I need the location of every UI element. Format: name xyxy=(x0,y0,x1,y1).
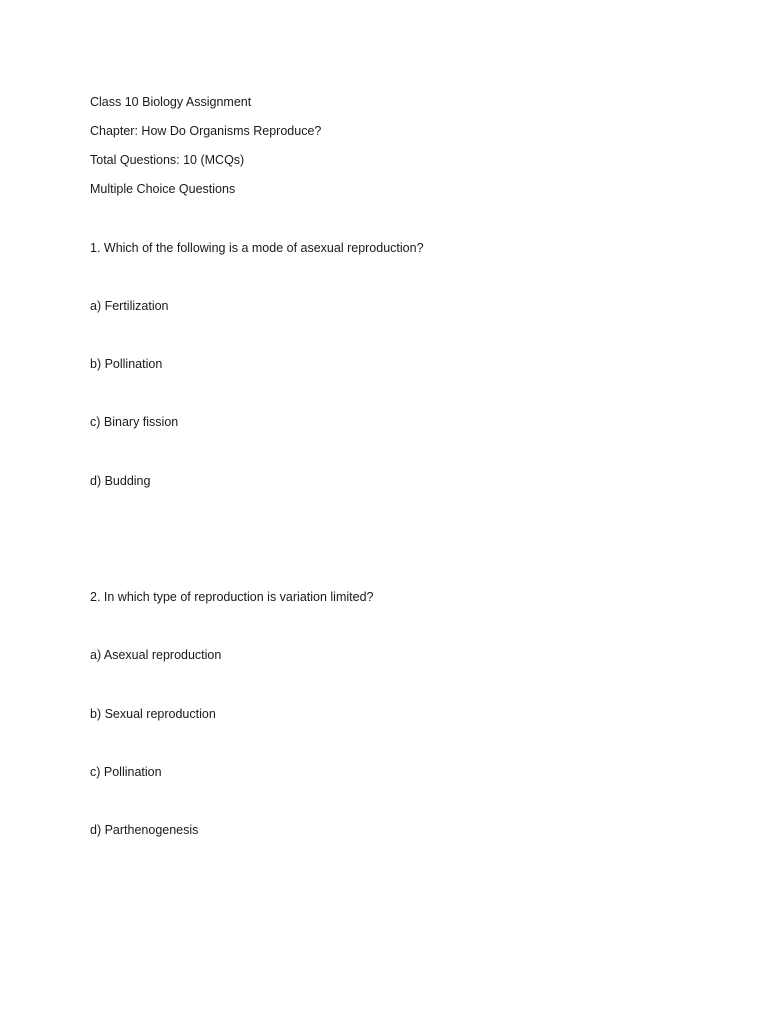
question-1-option-a: a) Fertilization xyxy=(90,299,169,313)
chapter-line: Chapter: How Do Organisms Reproduce? xyxy=(90,124,322,138)
assignment-title: Class 10 Biology Assignment xyxy=(90,95,252,109)
section-heading: Multiple Choice Questions xyxy=(90,182,236,196)
question-2-option-b: b) Sexual reproduction xyxy=(90,707,216,721)
question-1-option-c: c) Binary fission xyxy=(90,415,179,429)
question-2-option-a: a) Asexual reproduction xyxy=(90,648,222,662)
question-2-option-d: d) Parthenogenesis xyxy=(90,823,199,837)
question-1-text: 1. Which of the following is a mode of asexual reproduction? xyxy=(90,241,424,255)
question-2-text: 2. In which type of reproduction is variation limited? xyxy=(90,590,374,604)
total-questions-line: Total Questions: 10 (MCQs) xyxy=(90,153,245,167)
question-1-option-d: d) Budding xyxy=(90,474,151,488)
question-1-option-b: b) Pollination xyxy=(90,357,163,371)
question-2-option-c: c) Pollination xyxy=(90,765,162,779)
